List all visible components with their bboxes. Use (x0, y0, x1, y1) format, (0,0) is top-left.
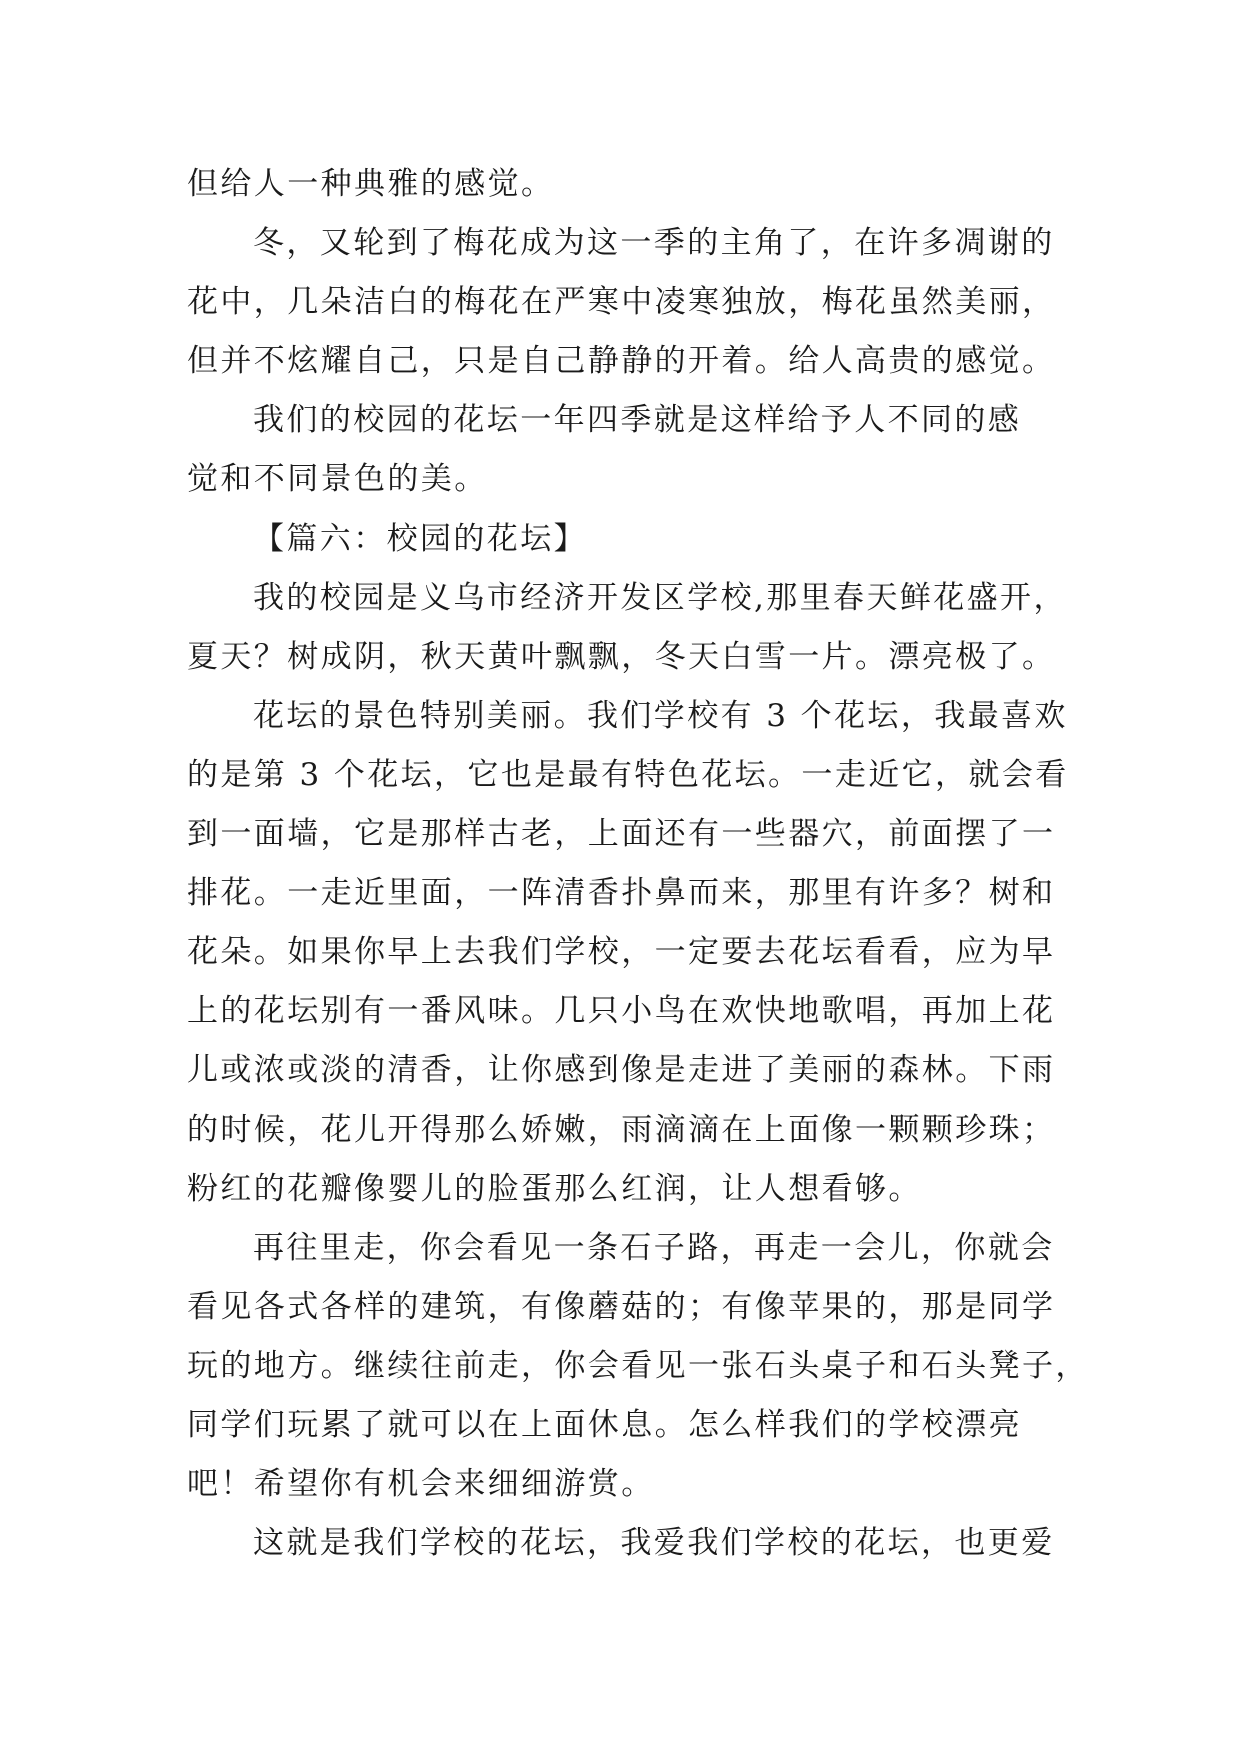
text-line: 看见各式各样的建筑，有像蘑菇的；有像苹果的，那是同学 (187, 1288, 1056, 1325)
text-line: 我们的校园的花坛一年四季就是这样给予人不同的感 (253, 402, 1022, 439)
body-text (187, 155, 1089, 1573)
text-line: 排花。一走近里面，一阵清香扑鼻而来，那里有许多？树和 (187, 875, 1056, 912)
text-line: 同学们玩累了就可以在上面休息。怎么样我们的学校漂亮 (187, 1406, 1022, 1443)
text-line: 觉和不同景色的美。 (187, 461, 488, 498)
text-line: 但并不炫耀自己，只是自己静静的开着。给人高贵的感觉。 (187, 343, 1056, 380)
text-line: 【篇六：校园的花坛】 (253, 520, 587, 557)
text-line: 粉红的花瓣像婴儿的脸蛋那么红润，让人想看够。 (187, 1170, 922, 1207)
text-line: 儿或浓或淡的清香，让你感到像是走进了美丽的森林。下雨 (187, 1052, 1056, 1089)
text-line: 吧！希望你有机会来细细游赏。 (187, 1466, 655, 1503)
text-line: 但给人一种典雅的感觉。 (187, 166, 555, 202)
text-line: 上的花坛别有一番风味。几只小鸟在欢快地歌唱，再加上花 (187, 993, 1056, 1030)
text-line: 玩的地方。继续往前走，你会看见一张石头桌子和石头凳子， (187, 1347, 1089, 1384)
text-line: 花朵。如果你早上去我们学校，一定要去花坛看看，应为早 (187, 934, 1056, 971)
text-line: 到一面墙，它是那样古老，上面还有一些器穴，前面摆了一 (187, 816, 1056, 853)
text-line: 冬，又轮到了梅花成为这一季的主角了，在许多凋谢的 (253, 225, 1055, 262)
text-line: 这就是我们学校的花坛，我爱我们学校的花坛，也更爱 (253, 1525, 1055, 1562)
text-line: 的时候，花儿开得那么娇嫩，雨滴滴在上面像一颗颗珍珠； (187, 1111, 1056, 1148)
text-line: 再往里走，你会看见一条石子路，再走一会儿，你就会 (253, 1229, 1055, 1266)
text-line: 夏天？树成阴，秋天黄叶飘飘，冬天白雪一片。漂亮极了。 (187, 638, 1056, 675)
text-line: 的是第 3 个花坛，它也是最有特色花坛。一走近它，就会看 (187, 756, 1069, 793)
text-line: 花坛的景色特别美丽。我们学校有 3 个花坛，我最喜欢 (253, 697, 1068, 734)
text-line: 花中，几朵洁白的梅花在严寒中凌寒独放，梅花虽然美丽， (187, 284, 1056, 321)
text-line: 我的校园是义乌市经济开发区学校,那里春天鲜花盛开， (253, 579, 1067, 616)
